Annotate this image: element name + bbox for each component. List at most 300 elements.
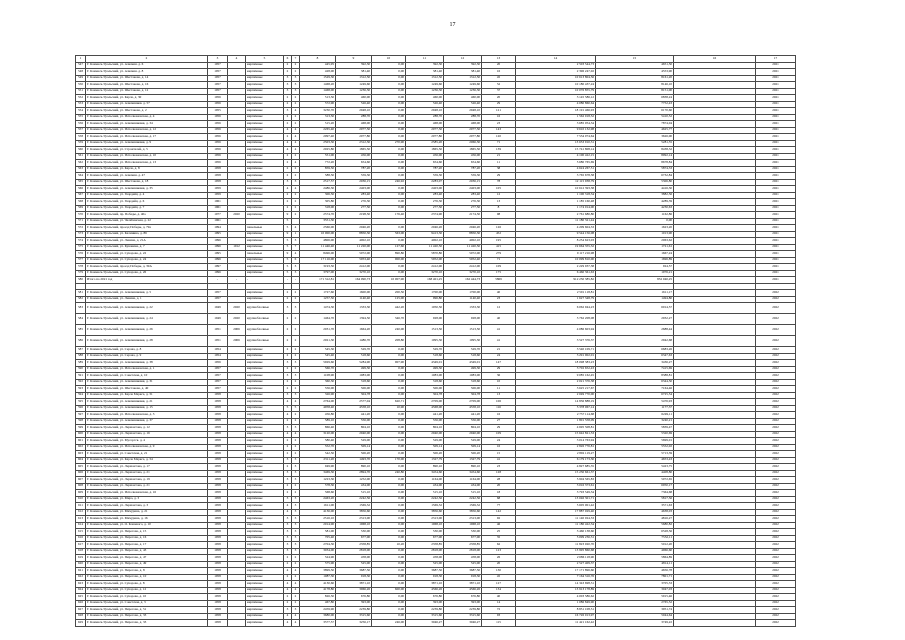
table-cell: 890,80 [372,251,406,258]
table-cell: 552,70 [300,444,336,451]
table-cell: 1958 [208,620,228,627]
header-cell: 15 [596,56,674,63]
table-cell: 381,40 [336,69,372,76]
table-cell: 468,00 [336,121,372,128]
table-cell: 1996 [208,238,228,245]
table-cell: кирпичные [246,173,284,180]
table-cell [674,325,756,336]
table-cell: 2021 [756,95,796,102]
table-cell: 77 [482,503,516,510]
table-cell: 123 [482,548,516,555]
table-cell: 2818,00 [444,548,482,555]
table-cell: 2022 [756,535,796,542]
table-cell: кирпичные [246,114,284,121]
table-cell: 3 685 054,34 [516,121,596,128]
table-cell: кирпичные [246,535,284,542]
table-cell: 1957 [208,88,228,95]
table-cell: кирпичные [246,88,284,95]
table-cell: 29 [482,173,516,180]
table-cell: Г. Каменск-Уральский, ул. Шестакова, д. 12 [86,88,208,95]
table-cell: 1529,30 [300,75,336,82]
table-cell: 2 [284,561,292,568]
table-cell: 2022 [756,353,796,360]
table-cell: 0,00 [372,522,406,529]
table-cell: 7 164 316,76 [516,574,596,581]
table-cell: 568,60 [300,490,336,497]
table-cell: 2022 [756,392,796,399]
table-cell: 3240,21 [596,418,674,425]
table-cell: 2 [292,336,300,347]
table-cell: 1249,60 [406,82,444,89]
table-cell: 613 [76,516,86,523]
table-cell: 1013,90 [596,231,674,238]
table-cell: 2025,80 [300,147,336,154]
table-cell: Г. Каменск-Уральский, ул. Советская, д. 10 [86,373,208,380]
table-cell: 46 [482,522,516,529]
table-cell: 126 [482,225,516,232]
table-cell: 5281,55 [596,140,674,147]
table-cell: 6950,17 [596,483,674,490]
table-cell: 2242,56 [336,496,372,503]
table-cell: 45 [482,75,516,82]
table-cell: 676,80 [336,594,372,601]
table-cell: кирпичные [246,166,284,173]
table-cell: 9 610 132,98 [516,127,596,134]
table-cell: 626 [76,600,86,607]
table-cell: 594 [76,392,86,399]
table-cell: 2077,50 [406,127,444,134]
table-cell: 619 [76,555,86,562]
table-cell: 142 [482,509,516,516]
header-cell: 5 [246,56,284,63]
table-cell: 41 [482,325,516,336]
table-cell: 3230,70 [300,108,336,115]
table-cell: 5869 [482,277,516,284]
table-cell: 561 [76,153,86,160]
table-cell: 3315,60 [406,613,444,620]
table-cell: 3 [284,516,292,523]
table-cell: 7364,68 [596,490,674,497]
table-cell: 1996 [208,244,228,251]
table-cell: 2 [284,290,292,297]
table-cell: 288,70 [444,114,482,121]
table-cell: 2 [284,451,292,458]
table-cell: 2021 [756,101,796,108]
table-cell: 2412,00 [336,264,372,271]
table-cell: 549 [76,75,86,82]
table-cell: 4568,00 [406,405,444,412]
table-cell: 62 [482,542,516,549]
table-cell: 2 [292,347,300,354]
table-cell: 2403,00 [444,186,482,193]
table-cell: 1956 [208,101,228,108]
table-cell: 525,00 [406,561,444,568]
table-cell: 616 [76,535,86,542]
table-cell: 20 [482,95,516,102]
table-cell: 1958 [208,412,228,419]
table-cell: 13 [482,392,516,399]
table-cell: 599 [76,425,86,432]
table-cell: Г. Каменск-Уральский, ул. Шестакова, д. 2 [86,108,208,115]
table-cell: 0,00 [372,75,406,82]
table-cell: 2 [284,418,292,425]
table-cell: 23 [482,121,516,128]
table-cell: 4136,00 [300,509,336,516]
table-cell: 2948,10 [444,108,482,115]
table-cell: 3 [284,179,292,186]
table-cell: 4 [284,412,292,419]
table-cell: 9 085 162,45 [516,373,596,380]
table-cell: 18 [482,490,516,497]
table-cell: 4 [292,613,300,620]
table-cell: 5864,89 [596,555,674,562]
table-cell: 0,00 [372,101,406,108]
table-cell: 6 [292,257,300,264]
table-cell: Г. Каменск-Уральский, ул. Карла Маркса, д. 31 [86,392,208,399]
table-cell: 4 100 422,15 [516,153,596,160]
table-cell: 1976,21 [596,270,674,277]
table-cell: 2 591 118,81 [516,290,596,297]
table-cell: 2021 [756,153,796,160]
table-cell: 1083,00 [336,373,372,380]
table-cell: 1958 [208,509,228,516]
table-cell: 304,78 [406,392,444,399]
table-cell: кирпичные [246,600,284,607]
table-cell: 9 [284,212,292,219]
table-cell: 581 [76,290,86,297]
table-cell: 2577,04 [336,399,372,406]
table-cell: Г. Каменск-Уральский, ул. Алюминиевая, д. 28 [86,336,208,347]
table-cell: 2 [292,62,300,69]
table-cell: - [284,277,292,284]
table-cell: 4130,60 [300,581,336,588]
table-cell: 246,92 [372,179,406,186]
table-cell: 2 [292,95,300,102]
table-cell: 2 229 937,38 [516,264,596,271]
table-cell: 2 [292,353,300,360]
table-cell: кирпичные [246,542,284,549]
table-cell: 318,60 [336,379,372,386]
table-cell: 0,00 [372,503,406,510]
table-cell: 526,40 [336,101,372,108]
table-cell: 8 851 108,51 [516,607,596,614]
table-cell: 6170,60 [596,108,674,115]
table-cell: 529,00 [406,438,444,445]
table-cell: 1 174 014,00 [516,205,596,212]
table-cell: 3 [292,360,300,367]
table-cell: Г. Каменск-Уральский, ул. Лермонтова, д. 21 [86,483,208,490]
table-cell: 2021 [756,140,796,147]
table-cell: 283,40 [444,192,482,199]
table-cell: 1954 [208,347,228,354]
table-cell: 1956 [208,140,228,147]
table-cell: 5423,75 [596,464,674,471]
table-cell: 1108,90 [300,373,336,380]
table-cell: Г. Каменск-Уральский, ул. Гвардейц. д. 7 [86,205,208,212]
table-cell: 125,00 [372,296,406,303]
table-cell: 571 [76,218,86,225]
table-cell: 524,90 [300,555,336,562]
header-cell: 16 [674,56,756,63]
table-cell: 460,00 [406,95,444,102]
table-cell: 2 [292,561,300,568]
table-cell: 595 [76,399,86,406]
table-cell: 2 [284,444,292,451]
table-row [76,620,796,627]
table-cell: 2022 [756,336,796,347]
table-cell: 0,00 [372,431,406,438]
table-cell: 1959 [208,192,228,199]
table-cell: 14 343 698,31 [516,581,596,588]
table-cell: 5870,80 [406,251,444,258]
table-cell: кирпичные [246,490,284,497]
table-cell: 2021 [756,69,796,76]
table-cell: 2 686 118,90 [516,555,596,562]
table-cell: 24 [482,438,516,445]
table-cell: 2 [292,114,300,121]
table-cell: кирпичные [246,529,284,536]
table-cell: 582 [76,296,86,303]
table-cell: Г. Каменск-Уральский, ул. Пирогова, д. 51 [86,607,208,614]
table-cell: кирпичные [246,620,284,627]
table-cell: 605 [76,464,86,471]
table-cell: кирпичные [246,121,284,128]
table-cell: 3270,10 [336,270,372,277]
table-cell: 620,71 [372,399,406,406]
table-cell: 1236,30 [336,88,372,95]
table-cell: 21 [482,153,516,160]
table-cell: Г. Каменск-Уральский, ул. Мичурина, д. 21 [86,509,208,516]
table-cell: 1958 [208,173,228,180]
table-cell: Г. Каменск-Уральский, ул. Мусоргск. д. 4 [86,438,208,445]
table-cell: 1083,00 [444,373,482,380]
table-cell: 600,00 [372,587,406,594]
table-cell: 0,00 [372,160,406,167]
table-cell: кирпичные [246,366,284,373]
table-cell: 1956 [208,127,228,134]
table-cell: 2940,00 [336,431,372,438]
table-cell: Итого по 2021 год [86,277,208,284]
table-cell: 3 [292,75,300,82]
table-cell: кирпичные [246,522,284,529]
table-cell: 1865,50 [444,147,482,154]
table-cell: Г. Каменск-Уральский, ул. Калинина, д. 86 [86,231,208,238]
table-cell: 3 291 902,01 [516,353,596,360]
table-cell: 2021 [756,127,796,134]
table-cell: 3 [292,470,300,477]
table-cell: 3193,50 [300,264,336,271]
table-cell: 2 [284,296,292,303]
table-cell: 550 [76,82,86,89]
table-cell: 0,00 [372,205,406,212]
table-cell: 4566,26 [444,587,482,594]
table-cell: 587 [76,347,86,354]
table-cell: 5915,46 [596,594,674,601]
table-cell: 2022 [756,451,796,458]
table-cell: 10 099 810,00 [516,257,596,264]
table-cell: 1955 [208,108,228,115]
table-cell: Г. Каменск-Уральский, ул. Исполкомовская, д. 17 [86,134,208,141]
table-cell: 2 [292,418,300,425]
table-cell: 2 [284,314,292,325]
table-cell: 71 [482,140,516,147]
table-cell: 434,00 [406,483,444,490]
table-cell: 1958 [208,581,228,588]
table-cell: 175 [482,270,516,277]
table-cell: 1968,10 [444,522,482,529]
table-cell: Г. Каменск-Уральский, ул. Лермонтова, д. 12 [86,425,208,432]
table-cell: 29 [482,425,516,432]
table-cell: 2 [284,594,292,601]
table-cell: 3 [292,392,300,399]
table-cell: 18 191 466,93 [516,108,596,115]
table-cell: панельные [246,225,284,232]
table-cell: 556 [76,121,86,128]
table-cell: 3 [284,496,292,503]
table-cell: 2022 [756,464,796,471]
table-cell: 1312,50 [406,75,444,82]
table-cell: 529,70 [444,347,482,354]
table-cell: 16 [482,69,516,76]
table-cell: 2021 [756,108,796,115]
table-cell: 5 680 765,69 [516,160,596,167]
table-cell: 2021 [756,270,796,277]
table-cell: 393,00 [444,600,482,607]
table-cell: 3626,00 [596,134,674,141]
table-cell: 3687,50 [444,568,482,575]
table-cell: Г. Каменск-Уральский, ул. Суворова, д. 24 [86,257,208,264]
table-cell: 147 [482,360,516,367]
table-cell: 2566,00 [300,225,336,232]
table-cell: 3256,17 [336,620,372,627]
table-cell: 3 460 138,60 [516,529,596,536]
table-cell: 3 [284,82,292,89]
table-cell: 4656,78 [596,568,674,575]
header-cell: 2 [86,56,208,63]
table-cell: 1958 [208,496,228,503]
table-cell: 1327,79 [444,457,482,464]
table-cell: 559 [76,140,86,147]
table-cell: 2077,80 [444,134,482,141]
table-cell: 0,00 [372,379,406,386]
table-cell: 2704,30 [300,542,336,549]
table-cell: 4958,40 [300,405,336,412]
table-cell: 4 [292,581,300,588]
table-cell: 5713,39 [596,451,674,458]
table-cell: 1995 [208,251,228,258]
table-cell: 2022 [756,457,796,464]
table-cell: кирпичные [246,231,284,238]
table-cell: 0,00 [372,153,406,160]
table-cell: 2046,20 [336,225,372,232]
table-cell: 1177,37 [596,405,674,412]
table-cell: 2021 [756,88,796,95]
table-cell: 2022 [756,581,796,588]
table-cell: 0,00 [372,600,406,607]
table-cell: 2022 [756,405,796,412]
table-cell: 563 [76,166,86,173]
table-cell: 2311,20 [300,457,336,464]
table-cell: 2374,90 [406,212,444,219]
table-cell: 2 892 119,27 [516,451,596,458]
table-cell: 2014,90 [300,522,336,529]
table-cell: 16 [482,444,516,451]
table-cell: Г. Каменск-Уральский, ул. Исполкомовская, д. 16 [86,490,208,497]
table-cell: 2 [284,205,292,212]
table-cell: Г. Каменск-Уральский, ул. Алюминиевая, д. 21 [86,399,208,406]
table-cell: 72 [482,607,516,614]
table-cell: 468,00 [406,121,444,128]
table-cell: 3 [284,535,292,542]
table-cell: 0,00 [372,366,406,373]
table-cell: 6838,24 [596,95,674,102]
table-cell: кирпичные [246,238,284,245]
table-cell: 3 [292,522,300,529]
table-cell: 627 [76,607,86,614]
table-cell: 11 140 024,33 [516,516,596,523]
table-cell: 5 [284,218,292,225]
table-cell: Г. Каменск-Уральский, ул. Алюмин. д. 47 [86,173,208,180]
table-cell: 7 [292,244,300,251]
table-cell: 434,00 [336,483,372,490]
table-cell: Г. Каменск-Уральский, ул. Пирогова, д. 10 [86,574,208,581]
table-cell: 2036,15 [444,179,482,186]
table-cell: 0,00 [372,264,406,271]
table-cell: кирпичные [246,568,284,575]
table-cell: 918,30 [336,574,372,581]
table-cell: 529,70 [406,347,444,354]
table-cell: 3871,10 [444,581,482,588]
table-cell: 2021,30 [300,336,336,347]
table-cell: 78 [482,179,516,186]
table-cell: 866,40 [300,425,336,432]
table-cell: 1958 [208,522,228,529]
table-cell: 1958 [208,470,228,477]
table-cell: кирпичные [246,483,284,490]
table-cell: 16 [482,114,516,121]
table-cell: 0,00 [372,581,406,588]
table-cell: 2021 [756,277,796,284]
table-cell: 2022 [756,561,796,568]
table-cell: 6 179 173,30 [516,457,596,464]
table-cell: Г. Каменск-Уральский, ул. Шестакова, д. 14 [86,75,208,82]
table-cell: 2031,70 [300,325,336,336]
table-cell: кирпичные [246,69,284,76]
table-cell: 2022 [756,607,796,614]
table-cell: Г. Каменск-Уральский, ул. Серова, д. 8 [86,347,208,354]
table-cell: 2021 [756,251,796,258]
table-cell: 52 [482,82,516,89]
table-cell: 1140,40 [336,296,372,303]
table-cell: 5012,20 [596,542,674,549]
table-cell: 556,00 [406,418,444,425]
table-cell: 608 [76,483,86,490]
table-cell: 1164,00 [444,477,482,484]
table-cell: 2 [284,62,292,69]
table-cell: 2 [292,205,300,212]
table-cell: Г. Каменск-Уральский, ул. Исполкомовская, д. 13 [86,160,208,167]
table-cell: 15 642 821,53 [516,431,596,438]
table-cell: 6725,54 [596,392,674,399]
table-cell: Г. Каменск-Уральский, ул. Лермонтова, д. 17 [86,464,208,471]
table-cell: 6 460 361,63 [516,270,596,277]
table-cell: 3 [292,425,300,432]
table-cell: Г. Каменск-Уральский, ул. Исполкомовская, д. 12 [86,127,208,134]
table-cell: 3951,74 [596,607,674,614]
table-cell: 556,00 [336,418,372,425]
table-cell: 575,90 [300,561,336,568]
table-cell: 0,00 [372,444,406,451]
